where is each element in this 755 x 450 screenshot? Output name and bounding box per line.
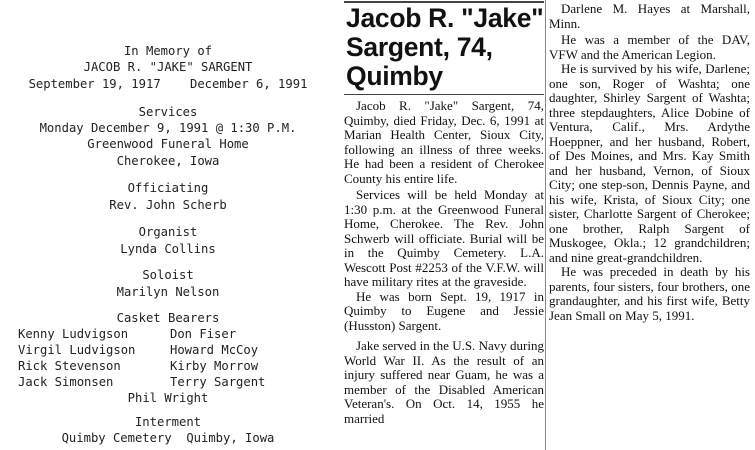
obituary-paragraph: He was born Sept. 19, 1917 in Quimby to Eugene and Jessie (Husston) Sargent. (344, 288, 544, 333)
card-heading: In Memory of (123, 44, 213, 58)
bearer-name: Kirby Morrow (170, 359, 259, 373)
services-city: Cherokee, Iowa (116, 154, 220, 168)
headline-rule (344, 94, 544, 95)
officiating-name: Rev. John Scherb (109, 198, 227, 212)
obituary-paragraph: Darlene M. Hayes at Marshall, Minn. (549, 1, 750, 31)
soloist-heading: Soloist (142, 268, 194, 282)
bearer-name: Jack Simonsen (18, 375, 114, 389)
services-heading: Services (138, 105, 198, 119)
soloist-name: Marilyn Nelson (116, 285, 220, 299)
obituary-headline: Jacob R. "Jake" Sargent, 74, Quimby (346, 3, 544, 91)
interment-heading: Interment (134, 415, 202, 429)
card-life-dates: September 19, 1917 December 6, 1991 (28, 77, 308, 91)
obituary-paragraph: Jake served in the U.S. Navy during World War II. As the result of an injury suffered near Guam, he was a member of the Disabled American Veteran's. On Oct. 14, 1955 he married (344, 338, 544, 426)
bearer-name: Don Fiser (170, 327, 237, 341)
organist-heading: Organist (138, 225, 198, 239)
obituary-paragraph: Jacob R. "Jake" Sargent, 74, Quimby, died Friday, Dec. 6, 1991 at Marian Health Center, Sioux City, following an illness of three weeks. He had been a resident of Cherokee County his entire life. (344, 98, 544, 186)
casket-bearers-heading: Casket Bearers (116, 311, 220, 325)
bearer-name: Virgil Ludvigson (18, 343, 136, 357)
obituary-paragraph: He is survived by his wife, Darlene; one son, Roger of Washta; one daughter, Shirley Sargent of Washta; three stepdaughters, Alice Dobine of Ventura, Calif., Mrs. Ardythe Hoeppner, and her husband, Robert, of Des Moines, and Mrs. Kay Smith and her husband, Vernon, of Sioux City; one step-son, Dennis Payne, and his wife, Krista, of Sioux City; one sister, Charlotte Sargent of Cherokee; one brother, Ralph Sargent of Muskogee, Okla.; 12 grandchildren; and nine great-grandchildren. (549, 61, 750, 265)
services-time: Monday December 9, 1991 @ 1:30 P.M. (39, 121, 297, 135)
bearer-name: Kenny Ludvigson (18, 327, 129, 341)
newspaper-obituary (336, 0, 755, 450)
interment-place: Quimby Cemetery Quimby, Iowa (61, 431, 275, 445)
bearer-name: Phil Wright (127, 391, 209, 405)
organist-name: Lynda Collins (120, 242, 216, 256)
officiating-heading: Officiating (127, 181, 209, 195)
obituary-column-1 (344, 99, 544, 426)
obituary-column-2 (549, 2, 750, 323)
obituary-paragraph: He was a member of the DAV, VFW and the American Legion. (549, 32, 750, 62)
bearer-name: Rick Stevenson (18, 359, 121, 373)
bearer-name: Howard McCoy (170, 343, 259, 357)
bearer-name: Terry Sargent (170, 375, 266, 389)
obituary-paragraph: He was preceded in death by his parents, four sisters, four brothers, one grandaughter, and his first wife, Betty Jean Small on May 5, 1991. (549, 264, 750, 323)
obituary-paragraph: Services will be held Monday at 1:30 p.m. at the Greenwood Funeral Home, Cherokee. The Rev. John Schwerb will officiate. Burial will be in the Quimby Cemetery. L.A. Wescott Post #2253 of the V.F.W. will have military rites at the graveside. (344, 187, 544, 289)
card-deceased-name: JACOB R. "JAKE" SARGENT (83, 60, 253, 74)
services-place: Greenwood Funeral Home (87, 137, 249, 151)
memorial-card (0, 0, 336, 450)
